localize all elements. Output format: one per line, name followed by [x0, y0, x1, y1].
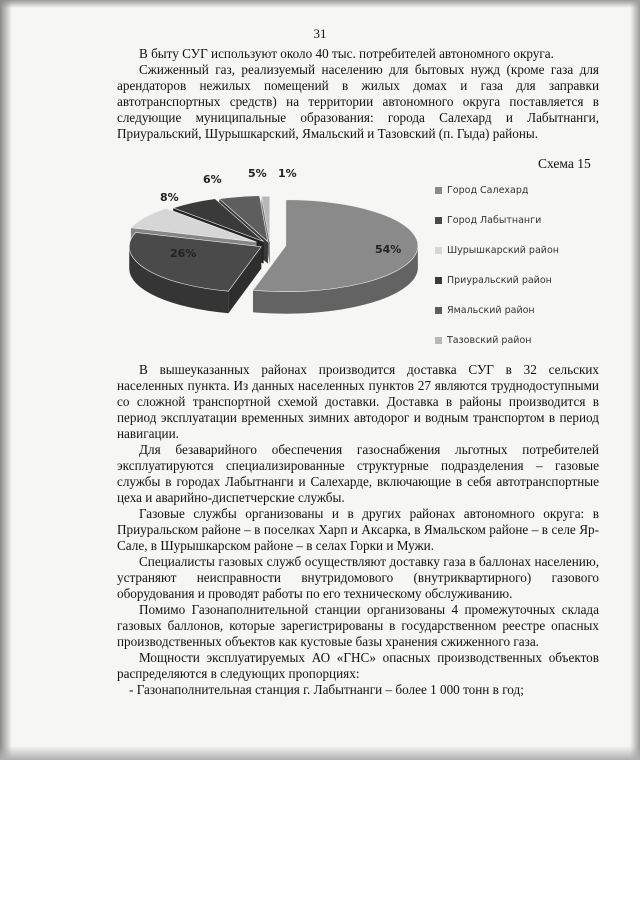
scan-shadow-left	[0, 0, 12, 760]
legend-swatch	[435, 247, 442, 254]
intro-paragraph-1: В быту СУГ используют около 40 тыс. потребителей автономного округа.	[139, 46, 554, 61]
legend-label: Город Лабытнанги	[447, 215, 542, 226]
legend-item	[435, 245, 605, 275]
legend-label: Город Салехард	[447, 185, 529, 196]
pie-data-label-2: 26%	[170, 247, 197, 260]
pie-data-label-5: 5%	[248, 167, 267, 180]
legend-swatch	[435, 277, 442, 284]
intro-paragraph-2: Сжиженный газ, реализуемый населению для бытовых нужд (кроме газа для арендаторов нежилых помещений в жилых домах и газа для заправки автотранспортных средств) на территории автономного округа поставляется в следующие муниципальные образования: города Салехард и Лабытнанги, Приуральский, Шурышкарский, Ямальский и Тазовский (п. Гыда) районы.	[117, 62, 599, 141]
intro-text	[117, 46, 599, 142]
body-paragraph-2: Для безаварийного обеспечения газоснабжения льготных потребителей эксплуатируются специализированные структурные подразделения – газовые службы в городах Лабытнанги и Салехарде, включающие в себя автотранспортные цеха и аварийно-диспетчерские службы.	[117, 442, 599, 505]
pie-chart	[120, 165, 430, 345]
scan-shadow-right	[630, 0, 640, 760]
legend-label: Шурышкарский район	[447, 245, 559, 256]
scan-shadow-top	[0, 0, 640, 8]
chart-legend	[435, 185, 605, 365]
legend-label: Ямальский район	[447, 305, 535, 316]
body-paragraph-1: В вышеуказанных районах производится доставка СУГ в 32 сельских населенных пункта. Из данных населенных пунктов 27 являются труднодоступными со сложной транспортной схемой доставки. Доставка в районы производится в период эксплуатации временных зимних автодорог и водным транспортом в период навигации.	[117, 362, 599, 441]
legend-swatch	[435, 337, 442, 344]
body-paragraph-3: Газовые службы организованы и в других районах автономного округа: в Приуральском районе – в поселках Харп и Аксарка, в Ямальском районе – в селе Яр-Сале, в Шурышкарском районе – в селах Горки и Мужи.	[117, 506, 599, 553]
pie-data-label-3: 8%	[160, 191, 179, 204]
body-paragraph-4: Специалисты газовых служб осуществляют доставку газа в баллонах населению, устраняют неисправности внутридомового (внутриквартирного) газового оборудования и проводят работы по его техническому обслуживанию.	[117, 554, 599, 601]
pie-data-label-1: 54%	[375, 243, 402, 256]
legend-swatch	[435, 307, 442, 314]
list-item: - Газонаполнительная станция г. Лабытнанги – более 1 000 тонн в год;	[129, 682, 524, 697]
legend-item	[435, 335, 605, 365]
pie-data-label-6: 1%	[278, 167, 297, 180]
legend-item	[435, 215, 605, 245]
legend-item	[435, 275, 605, 305]
legend-item	[435, 305, 605, 335]
body-text	[117, 362, 599, 698]
body-paragraph-5: Помимо Газонаполнительной станции организованы 4 промежуточных склада газовых баллонов, которые зарегистрированы в государственном реестре опасных производственных объектов как кустовые базы хранения сжиженного газа.	[117, 602, 599, 649]
legend-label: Приуральский район	[447, 275, 552, 286]
pie-data-label-4: 6%	[203, 173, 222, 186]
legend-item	[435, 185, 605, 215]
page-number: 31	[313, 26, 327, 41]
legend-swatch	[435, 217, 442, 224]
scheme-label: Схема 15	[538, 156, 591, 171]
body-paragraph-6: Мощности эксплуатируемых АО «ГНС» опасных производственных объектов распределяются в следующих пропорциях:	[117, 650, 599, 681]
scan-shadow-bottom	[0, 746, 640, 760]
legend-label: Тазовский район	[447, 335, 532, 346]
legend-swatch	[435, 187, 442, 194]
